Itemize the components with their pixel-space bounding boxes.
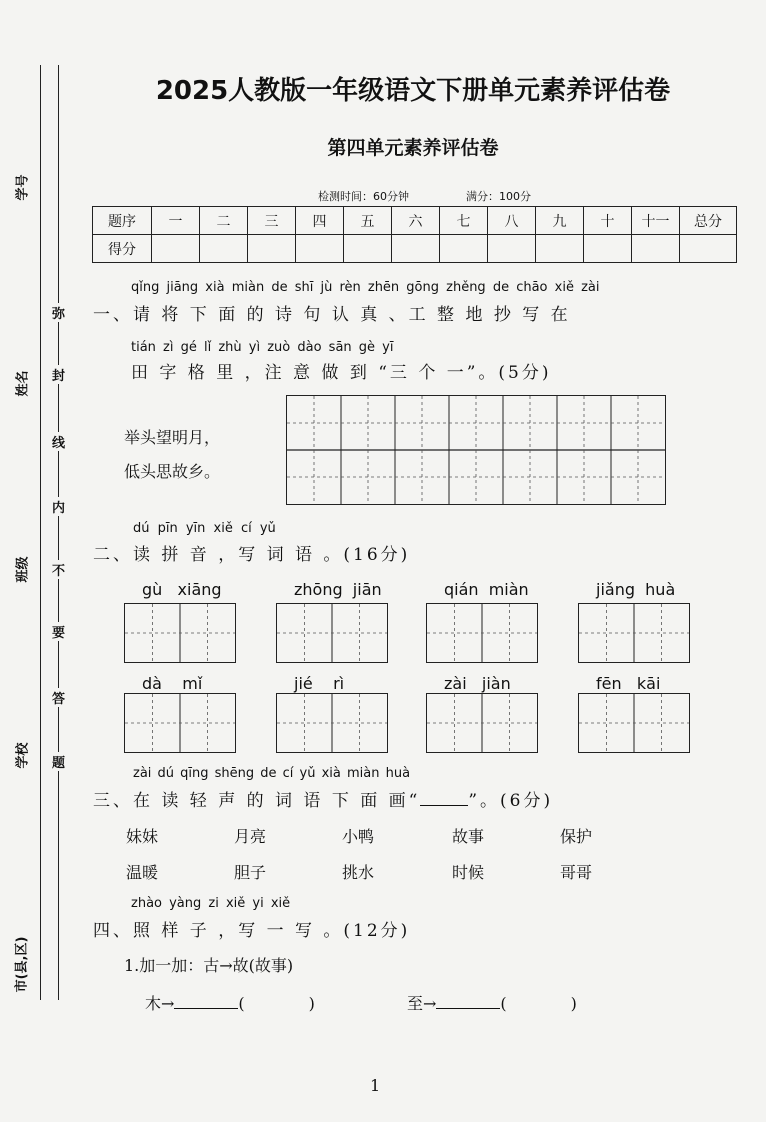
- seal-word: 答: [52, 688, 65, 707]
- word-option[interactable]: 胆子: [234, 863, 267, 882]
- q3-text-after: ”。(6分): [468, 791, 554, 811]
- seal-word: 线: [52, 432, 65, 451]
- table-cell: 九: [536, 207, 584, 235]
- paren-close: ): [570, 994, 577, 1013]
- full-score: 满分：100分: [466, 190, 531, 203]
- exercise-1-char: 木→: [145, 994, 175, 1013]
- word-option[interactable]: 妹妹: [126, 827, 159, 846]
- q3-text: [93, 786, 553, 811]
- student-number-label: 学号: [15, 174, 31, 201]
- poem-line-2: 低头思故乡。: [124, 462, 221, 481]
- word-option[interactable]: 时候: [452, 863, 485, 882]
- score-table: [92, 206, 737, 263]
- q4-text: 四、照 样 子 ，写 一 写 。(12分): [93, 921, 411, 941]
- score-input-cell[interactable]: [200, 235, 248, 263]
- q2-word-pinyin: gù xiāng: [142, 580, 222, 599]
- paren-close: ): [308, 994, 315, 1013]
- answer-blank[interactable]: [436, 990, 500, 1009]
- city-label: 市(县,区): [14, 936, 30, 993]
- table-cell: 三: [248, 207, 296, 235]
- word-option[interactable]: 哥哥: [560, 863, 593, 882]
- table-cell: 题序: [93, 207, 152, 235]
- q2-writing-box[interactable]: [426, 693, 538, 753]
- q2-writing-box[interactable]: [578, 603, 690, 663]
- exam-time: 检测时间：60分钟: [318, 190, 409, 203]
- q1-pinyin-line2: tián zì gé lǐ zhù yì zuò dào sān gè yī: [131, 340, 394, 355]
- q2-text: 二、读 拼 音 ，写 词 语 。(16分): [93, 545, 411, 565]
- q2-writing-box[interactable]: [276, 603, 388, 663]
- page-number: 1: [370, 1076, 381, 1095]
- page-subtitle: 第四单元素养评估卷: [327, 137, 499, 159]
- seal-word: 不: [52, 560, 65, 579]
- exercise-1: [145, 990, 315, 1014]
- seal-word: 内: [52, 497, 65, 516]
- q1-writing-grid[interactable]: [286, 395, 666, 505]
- q2-word-pinyin: zhōng jiān: [294, 580, 382, 599]
- seal-word: 题: [52, 752, 65, 771]
- class-label: 班级: [15, 556, 31, 583]
- score-input-cell[interactable]: [584, 235, 632, 263]
- margin-line-left: [40, 65, 41, 1000]
- q2-pinyin: dú pīn yīn xiě cí yǔ: [133, 521, 276, 536]
- table-cell: 五: [344, 207, 392, 235]
- q4-subquestion-1: 1.加一加：古→故(故事): [124, 956, 294, 975]
- score-table-score-row: [93, 235, 737, 263]
- q2-writing-box[interactable]: [578, 693, 690, 753]
- q2-word-pinyin: qián miàn: [444, 580, 529, 599]
- score-input-cell[interactable]: [632, 235, 680, 263]
- word-option[interactable]: 挑水: [342, 863, 375, 882]
- poem-line-1: 举头望明月，: [124, 428, 221, 447]
- table-cell: 四: [296, 207, 344, 235]
- score-input-cell[interactable]: [536, 235, 584, 263]
- paren-open: (: [238, 994, 245, 1013]
- word-option[interactable]: 故事: [452, 827, 485, 846]
- q3-text-before: 三、在 读 轻 声 的 词 语 下 面 画“: [93, 791, 421, 811]
- exercise-2-char: 至→: [407, 994, 437, 1013]
- student-name-label: 姓名: [15, 370, 31, 397]
- q2-word-pinyin: jiǎng huà: [596, 580, 676, 599]
- q2-writing-box[interactable]: [124, 693, 236, 753]
- table-cell: 一: [152, 207, 200, 235]
- answer-blank[interactable]: [174, 990, 238, 1009]
- score-table-header-row: [93, 207, 737, 235]
- seal-word: 要: [52, 622, 65, 641]
- score-input-cell[interactable]: [488, 235, 536, 263]
- q1-text-line1: 一、请 将 下 面 的 诗 句 认 真 、工 整 地 抄 写 在: [93, 305, 571, 325]
- score-input-cell[interactable]: [680, 235, 737, 263]
- exercise-2: [407, 990, 577, 1014]
- table-cell: 得分: [93, 235, 152, 263]
- table-cell: 七: [440, 207, 488, 235]
- q2-word-pinyin: fēn kāi: [596, 674, 661, 693]
- score-input-cell[interactable]: [152, 235, 200, 263]
- q1-pinyin-line1: qǐng jiāng xià miàn de shī jù rèn zhēn gōng zhěng de chāo xiě zài: [131, 280, 600, 295]
- q3-pinyin: zài dú qīng shēng de cí yǔ xià miàn huà: [133, 766, 411, 781]
- score-input-cell[interactable]: [248, 235, 296, 263]
- table-cell: 六: [392, 207, 440, 235]
- score-input-cell[interactable]: [296, 235, 344, 263]
- word-option[interactable]: 小鸭: [342, 827, 375, 846]
- underline-blank: [420, 805, 468, 806]
- table-cell: 十一: [632, 207, 680, 235]
- word-option[interactable]: 温暖: [126, 863, 159, 882]
- q4-pinyin: zhào yàng zi xiě yi xiě: [131, 896, 291, 911]
- score-input-cell[interactable]: [440, 235, 488, 263]
- paren-open: (: [500, 994, 507, 1013]
- margin-line-right: [58, 65, 59, 1000]
- word-option[interactable]: 保护: [560, 827, 593, 846]
- table-cell: 八: [488, 207, 536, 235]
- q2-word-pinyin: zài jiàn: [444, 674, 511, 693]
- score-input-cell[interactable]: [392, 235, 440, 263]
- table-cell: 总分: [680, 207, 737, 235]
- q2-word-pinyin: dà mǐ: [142, 674, 203, 693]
- seal-word: 封: [52, 365, 65, 384]
- q2-writing-box[interactable]: [426, 603, 538, 663]
- table-cell: 二: [200, 207, 248, 235]
- score-input-cell[interactable]: [344, 235, 392, 263]
- school-label: 学校: [15, 742, 31, 769]
- word-option[interactable]: 月亮: [234, 827, 267, 846]
- q2-word-pinyin: jié rì: [294, 674, 345, 693]
- q1-text-line2: 田 字 格 里 ，注 意 做 到 “三 个 一”。(5分): [131, 363, 552, 383]
- q2-writing-box[interactable]: [124, 603, 236, 663]
- table-cell: 十: [584, 207, 632, 235]
- q2-writing-box[interactable]: [276, 693, 388, 753]
- page-title: 2025人教版一年级语文下册单元素养评估卷: [155, 76, 671, 106]
- seal-word: 弥: [52, 303, 65, 322]
